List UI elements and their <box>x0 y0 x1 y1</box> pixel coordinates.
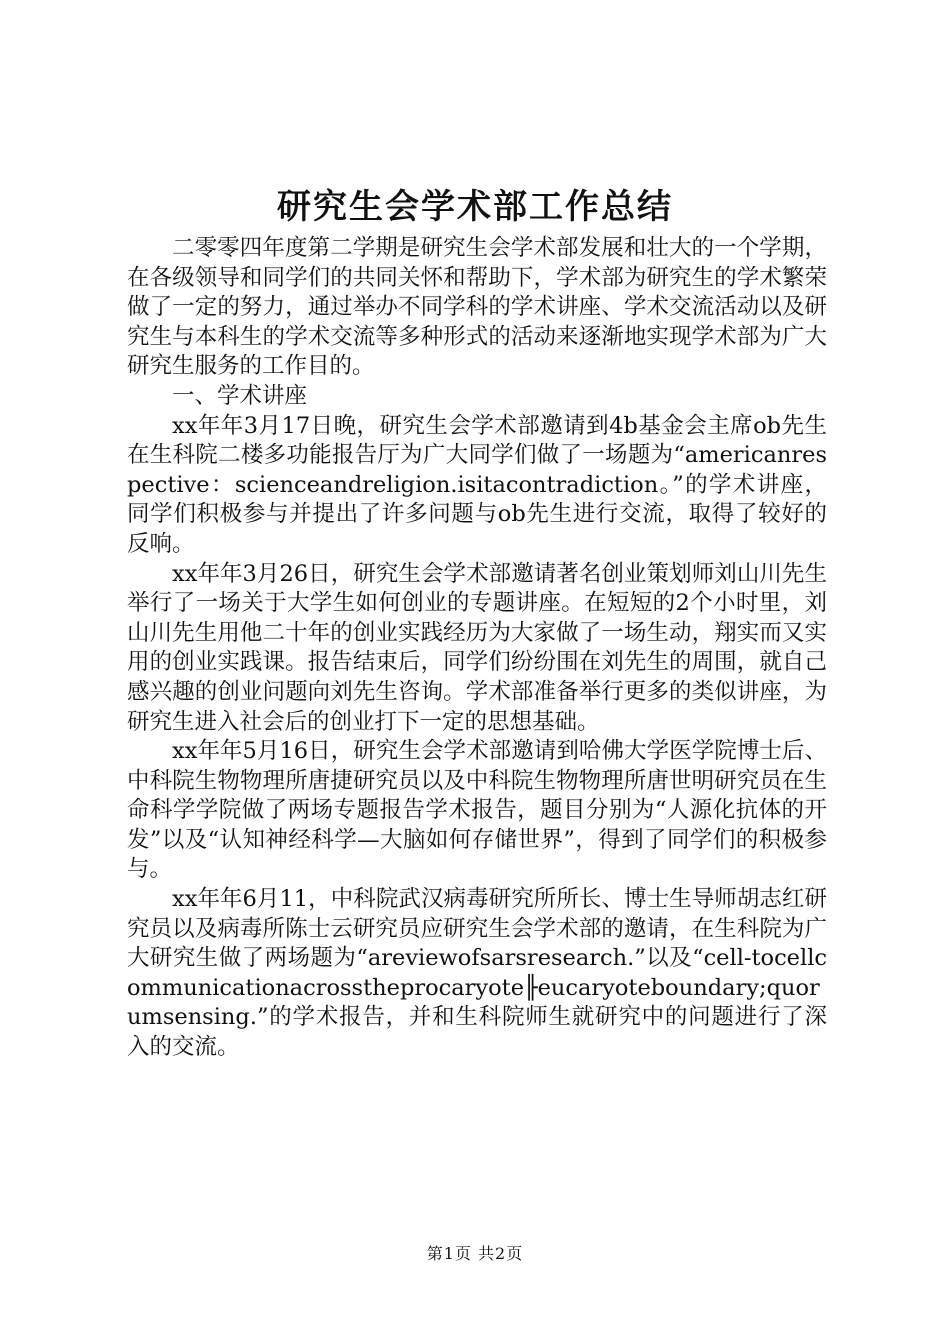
document-body <box>127 234 827 1063</box>
paragraph-may-16: xx年年5月16日，研究生会学术部邀请到哈佛大学医学院博士后、中科院生物物理所唐捷研究员以及中科院生物物理所唐世明研究员在生命科学学院做了两场专题报告学术报告，题目分别为“人源化抗体的开发”以及“认知神经科学—大脑如何存储世界”，得到了同学们的积极参与。 <box>127 738 827 883</box>
intro-paragraph: 二零零四年度第二学期是研究生会学术部发展和壮大的一个学期，在各级领导和同学们的共同关怀和帮助下，学术部为研究生的学术繁荣做了一定的努力，通过举办不同学科的学术讲座、学术交流活动以及研究生与本科生的学术交流等多种形式的活动来逐渐地实现学术部为广大研究生服务的工作目的。 <box>127 235 827 380</box>
paragraph-march-17: xx年年3月17日晚，研究生会学术部邀请到4b基金会主席ob先生在生科院二楼多功能报告厅为广大同学们做了一场题为“americanrespective：scienceandreligion.isitacontradiction。”的学术讲座，同学们积极参与并提出了许多问题与ob先生进行交流，取得了较好的反响。 <box>127 412 827 557</box>
section-heading-lectures: 一、学术讲座 <box>172 382 308 409</box>
page-number-footer: 第1页 共2页 <box>426 1244 524 1263</box>
paragraph-march-26: xx年年3月26日，研究生会学术部邀请著名创业策划师刘山川先生举行了一场关于大学生如何创业的专题讲座。在短短的2个小时里，刘山川先生用他二十年的创业实践经历为大家做了一场生动，翔实而又实用的创业实践课。报告结束后，同学们纷纷围在刘先生的周围，就自己感兴趣的创业问题向刘先生咨询。学术部准备举行更多的类似讲座，为研究生进入社会后的创业打下一定的思想基础。 <box>127 560 827 735</box>
paragraph-june-11: xx年年6月11，中科院武汉病毒研究所所长、博士生导师胡志红研究员以及病毒所陈士云研究员应研究生会学术部的邀请，在生科院为广大研究生做了两场题为“areviewofsarsresearch.”以及“cell-tocellcommunicationacrosstheprocaryote╟eucaryoteboundary;quorumsensing.”的学术报告，并和生科院师生就研究中的问题进行了深入的交流。 <box>127 886 827 1061</box>
document-title: 研究生会学术部工作总结 <box>277 187 673 227</box>
